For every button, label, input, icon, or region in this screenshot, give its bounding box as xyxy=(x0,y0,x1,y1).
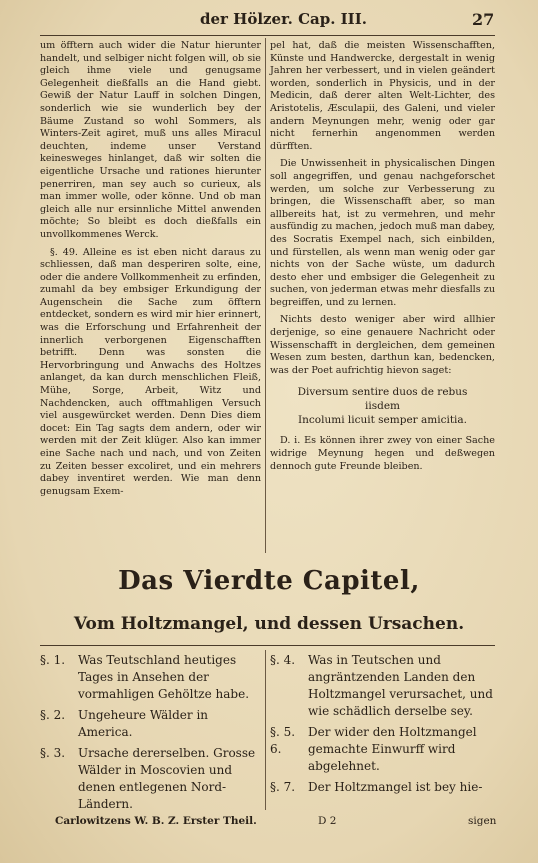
contents-item xyxy=(40,745,260,813)
section-summary: Der wider den Holtzmangel gemachte Einwurff wird abgelehnet. xyxy=(308,725,477,773)
section-number: §. 3. xyxy=(40,746,66,760)
contents-item xyxy=(40,652,260,703)
section-summary: Der Holtzmangel ist bey hie- xyxy=(308,780,483,794)
section-number: §. 1. xyxy=(40,653,66,667)
contents-item xyxy=(270,779,495,796)
chapter-title: Das Vierdte Capitel, xyxy=(118,566,420,596)
running-title: der Hölzer. Cap. III. xyxy=(200,10,367,28)
right-text-column xyxy=(270,40,495,478)
section-number: §. 5. 6. xyxy=(270,725,296,756)
contents-item xyxy=(40,707,260,741)
section-number: §. 4. xyxy=(270,653,296,667)
latin-quote xyxy=(270,385,495,427)
chapter-rule xyxy=(40,645,495,646)
section-number: §. 2. xyxy=(40,708,66,722)
page-number: 27 xyxy=(472,10,495,29)
contents-item xyxy=(270,652,495,720)
chapter-contents-left xyxy=(40,652,260,817)
section-number: §. 7. xyxy=(270,780,296,794)
right-paragraph-1: pel hat, daß die meisten Wissenschafften, Künste und Handwercke, dergestalt in wenig Jahren her verbessert, und in vielen geändert worden, sonderlich in Physicis, und in der Medicin, daß derer alten Welt-Lichter, des Aristotelis, Æsculapii, des Galeni, und vieler andern Meynungen mehr, wenig oder gar nicht fernerhin angenommen werden dürfften. xyxy=(270,40,495,152)
sheet-mark: D 2 xyxy=(318,815,337,827)
left-paragraph-1: um öfftern auch wider die Natur hierunter handelt, und selbiger nicht folgen will, ob sie gleich ihme viele und genugsame Gelegenheit dießfalls an die Hand giebt. Gewiß der Natur Lauff in solchen Dingen, sonderlich wie sie wunderlich bey der Bäume Zustand so wohl Sommers, als Winters-Zeit agiret, muß uns alles Miracul deuchten, indeme unser Verstand keinesweges hinlanget, daß wir solten die eigentliche Ursache und rationes hierunter penerriren, man sey auch so curieux, als man immer wolle, oder könne. Und ob man gleich alle nur ersinnliche Mittel anwenden möchte; So bleibt es doch dießfalls ein unvollkommenes Werck. xyxy=(40,40,261,240)
quote-line-3: Incolumi licuit semper amicitia. xyxy=(298,414,467,427)
section-summary: Was Teutschland heutiges Tages in Ansehen der vormahligen Gehöltze habe. xyxy=(78,653,250,701)
header-rule xyxy=(40,35,495,36)
signature-line: Carlowitzens W. B. Z. Erster Theil. xyxy=(55,815,257,827)
running-header xyxy=(0,8,538,32)
quote-line-1: Diversum sentire duos de rebus xyxy=(297,386,468,399)
contents-divider xyxy=(265,650,266,810)
column-divider xyxy=(265,38,266,553)
contents-item xyxy=(270,724,495,775)
chapter-contents-right xyxy=(270,652,495,800)
section-summary: Ungeheure Wälder in America. xyxy=(78,708,209,739)
left-paragraph-2: §. 49. Alleine es ist eben nicht daraus zu schliessen, daß man desperiren solte, eine, oder die andere Vollkommenheit zu erfinden, zumahl da bey embsiger Erkundigung der Augenschein die Sache zum öfftern entdecket, sondern es wird mir hier erinnert, was die Erforschung und Erfahrenheit der innerlich verborgenen Eigenschafften betrifft. Denn was sonsten die Hervorbringung und Anwachs des Holtzes anlanget, da kan durch menschlichen Fleiß, Mühe, Sorge, Arbeit, Witz und Nachdencken, auch offtmahligen Versuch viel ausgewürcket werden. Denn Dies diem docet: Ein Tag sagts dem andern, oder wir werden mit der Zeit klüger. Also kan immer eine Sache nach und nach, und von Zeiten zu Zeiten besser excoliret, und ein mehrers dabey inventiret werden. Wie man denn genugsam Exem- xyxy=(40,246,261,497)
page-footer xyxy=(0,815,538,835)
section-summary: Ursache dererselben. Grosse Wälder in Moscovien und denen entlegenen Nord-Ländern. xyxy=(78,746,256,811)
section-summary: Was in Teutschen und angräntzenden Landen den Holtzmangel verursachet, und wie schädlich derselbe sey. xyxy=(308,653,493,718)
right-paragraph-4: D. i. Es können ihrer zwey von einer Sache widrige Meynung hegen und deßwegen dennoch gute Freunde bleiben. xyxy=(270,435,495,472)
catchword: sigen xyxy=(468,815,497,827)
quote-line-2: iisdem xyxy=(365,400,400,413)
right-paragraph-2: Die Unwissenheit in physicalischen Dingen soll angegriffen, und genau nachgeforschet werden, um solche zur Verbesserung zu bringen, die Wissenschafft aber, so man allbereits hat, ist zu vermehren, und mehr ausfündig zu machen, jedoch muß man dabey, des Socratis Exempel nach, sich einbilden, und fürstellen, als wenn man wenig oder gar nichts von der Sache wüste, um dadurch desto eher und embsiger die Gelegenheit zu suchen, von jederman etwas mehr diesfalls zu begreiffen, und zu lernen. xyxy=(270,158,495,308)
left-text-column xyxy=(40,40,261,503)
chapter-subtitle: Vom Holtzmangel, und dessen Ursachen. xyxy=(73,614,465,634)
right-paragraph-3: Nichts desto weniger aber wird allhier derjenige, so eine genauere Nachricht oder Wissenschafft in dergleichen, dem gemeinen Wesen zum besten, darthun kan, bedencken, was der Poet aufrichtig hievon saget: xyxy=(270,314,495,376)
